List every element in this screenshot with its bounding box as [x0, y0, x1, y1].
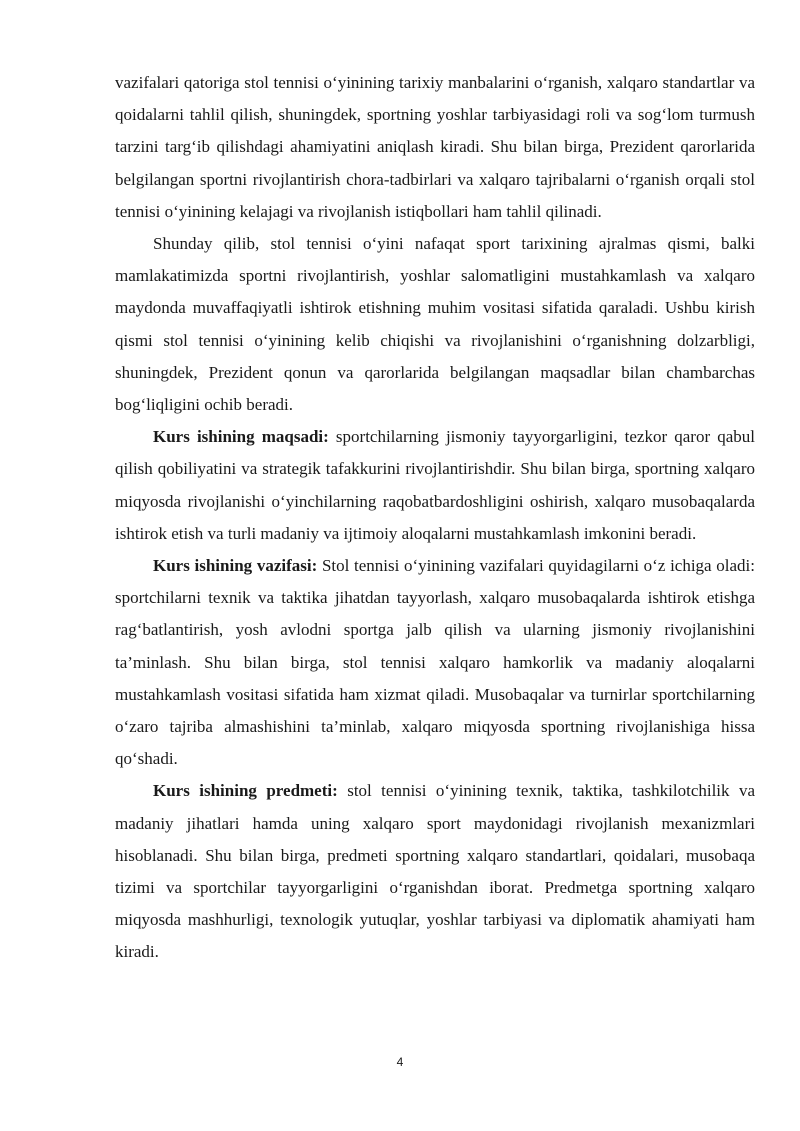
document-page — [115, 67, 755, 969]
subject-text: stol tennisi o‘yinining texnik, taktika, tashkilotchilik va madaniy jihatlari hamda uning xalqaro sport maydonidagi rivojlanish mexanizmlari hisoblanadi. Shu bilan birga, predmeti sportning xalqaro standartlari, qoidalari, musobaqa tizimi va sportchilar tayyorgarligini o‘rganishdan iborat. Predmetga sportning xalqaro miqyosda mashhurligi, texnologik yutuqlar, yoshlar tarbiyasi va diplomatik ahamiyati ham kiradi. — [115, 781, 755, 962]
tasks-heading: Kurs ishining vazifasi: — [153, 556, 318, 576]
paragraph-conclusion: Shunday qilib, stol tennisi o‘yini nafaqat sport tarixining ajralmas qismi, balki mamlakatimizda sportni rivojlantirish, yoshlar salomatligini mustahkamlash va xalqaro maydonda muvaffaqiyatli ishtirok etishning muhim vositasi sifatida qaraladi. Ushbu kirish qismi stol tennisi o‘yinining kelib chiqishi va rivojlanishini o‘rganishning dolzarbligi, shuningdek, Prezident qonun va qarorlarida belgilangan maqsadlar bilan chambarchas bog‘liqligini ochib beradi. — [115, 234, 755, 415]
paragraph-tasks — [115, 550, 755, 775]
subject-heading: Kurs ishining predmeti: — [153, 781, 338, 801]
goal-text: sportchilarning jismoniy tayyorgarligini, tezkor qaror qabul qilish qobiliyatini va strategik tafakkurini rivojlantirishdir. Shu bilan birga, sportning xalqaro miqyosda rivojlanishi o‘yinchilarning raqobatbardoshligini oshirish, xalqaro musobaqalarda ishtirok etish va turli madaniy va ijtimoiy aloqalarni mustahkamlash imkonini beradi. — [115, 427, 756, 543]
paragraph-subject — [115, 775, 755, 968]
page-number: 4 — [396, 1055, 404, 1069]
paragraph-intro-continued: vazifalari qatoriga stol tennisi o‘yinining tarixiy manbalarini o‘rganish, xalqaro standartlar va qoidalarni tahlil qilish, shuningdek, sportning yoshlar tarbiyasidagi roli va sog‘lom turmush tarzini targ‘ib qilishdagi ahamiyatini aniqlash kiradi. Shu bilan birga, Prezident qarorlarida belgilangan sportni rivojlantirish chora-tadbirlari va xalqaro tajribalarni o‘rganish orqali stol tennisi o‘yinining kelajagi va rivojlanish istiqbollari ham tahlil qilinadi. — [115, 73, 755, 221]
tasks-text: Stol tennisi o‘yinining vazifalari quyidagilarni o‘z ichiga oladi: sportchilarni texnik va taktika jihatdan tayyorlash, xalqaro musobaqalarda ishtirok etishga rag‘batlantirish, yosh avlodni sportga jalb qilish va ularning jismoniy rivojlanishini ta’minlash. Shu bilan birga, stol tennisi xalqaro hamkorlik va madaniy aloqalarni mustahkamlash vositasi sifatida ham xizmat qiladi. Musobaqalar va turnirlar sportchilarning o‘zaro tajriba almashishini ta’minlab, xalqaro miqyosda sportning rivojlanishiga hissa qo‘shadi. — [115, 556, 755, 769]
paragraph-goal — [115, 421, 755, 550]
goal-heading: Kurs ishining maqsadi: — [153, 427, 329, 447]
